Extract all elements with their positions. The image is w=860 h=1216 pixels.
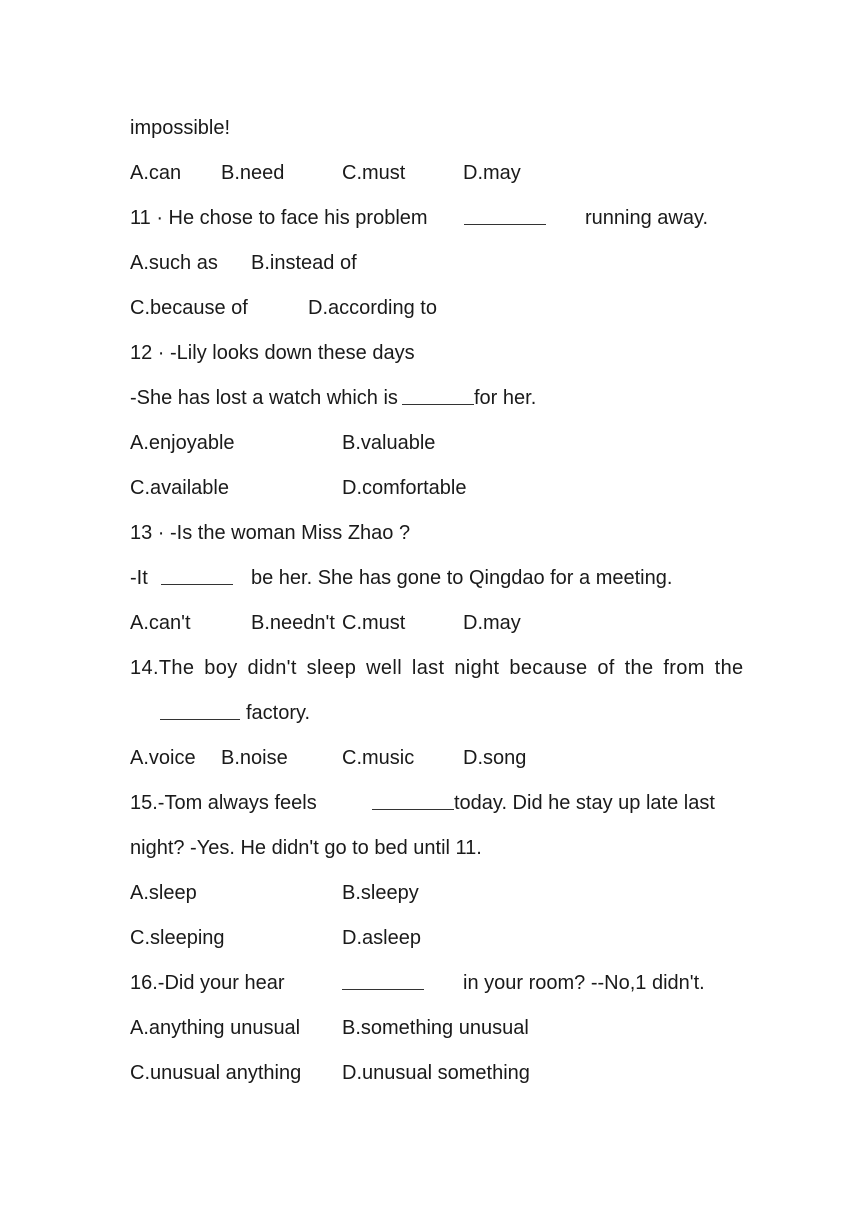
option-b: B.sleepy bbox=[342, 882, 419, 904]
question-text: -She has lost a watch which is bbox=[130, 387, 398, 409]
question-text: -It bbox=[130, 567, 148, 589]
option-c: C.available bbox=[130, 477, 229, 499]
option-a: A.can't bbox=[130, 612, 191, 634]
question-text-end: today. Did he stay up late last bbox=[454, 792, 715, 814]
option-a: A.enjoyable bbox=[130, 432, 235, 454]
question-text-end: running away. bbox=[585, 207, 709, 229]
option-c: C.sleeping bbox=[130, 927, 225, 949]
question-text-end: in your room? --No,1 didn't. bbox=[463, 972, 705, 994]
option-b: B.valuable bbox=[342, 432, 436, 454]
text-line bbox=[130, 836, 482, 860]
question-text: 13 · -Is the woman Miss Zhao ? bbox=[130, 522, 411, 544]
option-d: D.asleep bbox=[342, 927, 421, 949]
option-c: C.music bbox=[342, 747, 415, 769]
option-b: B.something unusual bbox=[342, 1017, 529, 1039]
question-text-end: for her. bbox=[474, 387, 537, 409]
option-a: A.anything unusual bbox=[130, 1017, 301, 1039]
answer-blank bbox=[402, 386, 474, 405]
option-b: B.needn't bbox=[251, 612, 335, 634]
question-text: 15.-Tom always feels bbox=[130, 792, 317, 814]
question-13 bbox=[130, 521, 410, 545]
option-c: C.must bbox=[342, 612, 406, 634]
option-c: C.must bbox=[342, 162, 406, 184]
answer-blank bbox=[372, 791, 454, 810]
question-text-end: factory. bbox=[246, 702, 311, 724]
question-14 bbox=[130, 656, 744, 680]
option-d: D.song bbox=[463, 747, 527, 769]
question-text: night? -Yes. He didn't go to bed until 11. bbox=[130, 837, 482, 859]
option-c: C.unusual anything bbox=[130, 1062, 302, 1084]
option-b: B.need bbox=[221, 162, 285, 184]
option-b: B.noise bbox=[221, 747, 288, 769]
line-text: impossible! bbox=[130, 117, 231, 139]
question-text: 14.The boy didn't sleep well last night because of the from the bbox=[130, 657, 744, 679]
question-text: 11 · He chose to face his problem bbox=[130, 207, 428, 229]
option-a: A.voice bbox=[130, 747, 196, 769]
option-d: D.may bbox=[463, 612, 521, 634]
answer-blank bbox=[342, 971, 424, 990]
answer-blank bbox=[161, 566, 233, 585]
text-line bbox=[130, 116, 230, 140]
option-a: A.sleep bbox=[130, 882, 197, 904]
option-d: D.unusual something bbox=[342, 1062, 530, 1084]
option-b: B.instead of bbox=[251, 252, 357, 274]
option-d: D.may bbox=[463, 162, 521, 184]
question-text-end: be her. She has gone to Qingdao for a meeting. bbox=[251, 567, 673, 589]
option-a: A.such as bbox=[130, 252, 218, 274]
question-text: 16.-Did your hear bbox=[130, 972, 285, 994]
option-a: A.can bbox=[130, 162, 182, 184]
question-text: 12 · -Lily looks down these days bbox=[130, 342, 415, 364]
answer-blank bbox=[160, 701, 240, 720]
question-12 bbox=[130, 341, 415, 365]
option-c: C.because of bbox=[130, 297, 248, 319]
option-d: D.comfortable bbox=[342, 477, 467, 499]
answer-blank bbox=[464, 206, 546, 225]
option-d: D.according to bbox=[308, 297, 437, 319]
